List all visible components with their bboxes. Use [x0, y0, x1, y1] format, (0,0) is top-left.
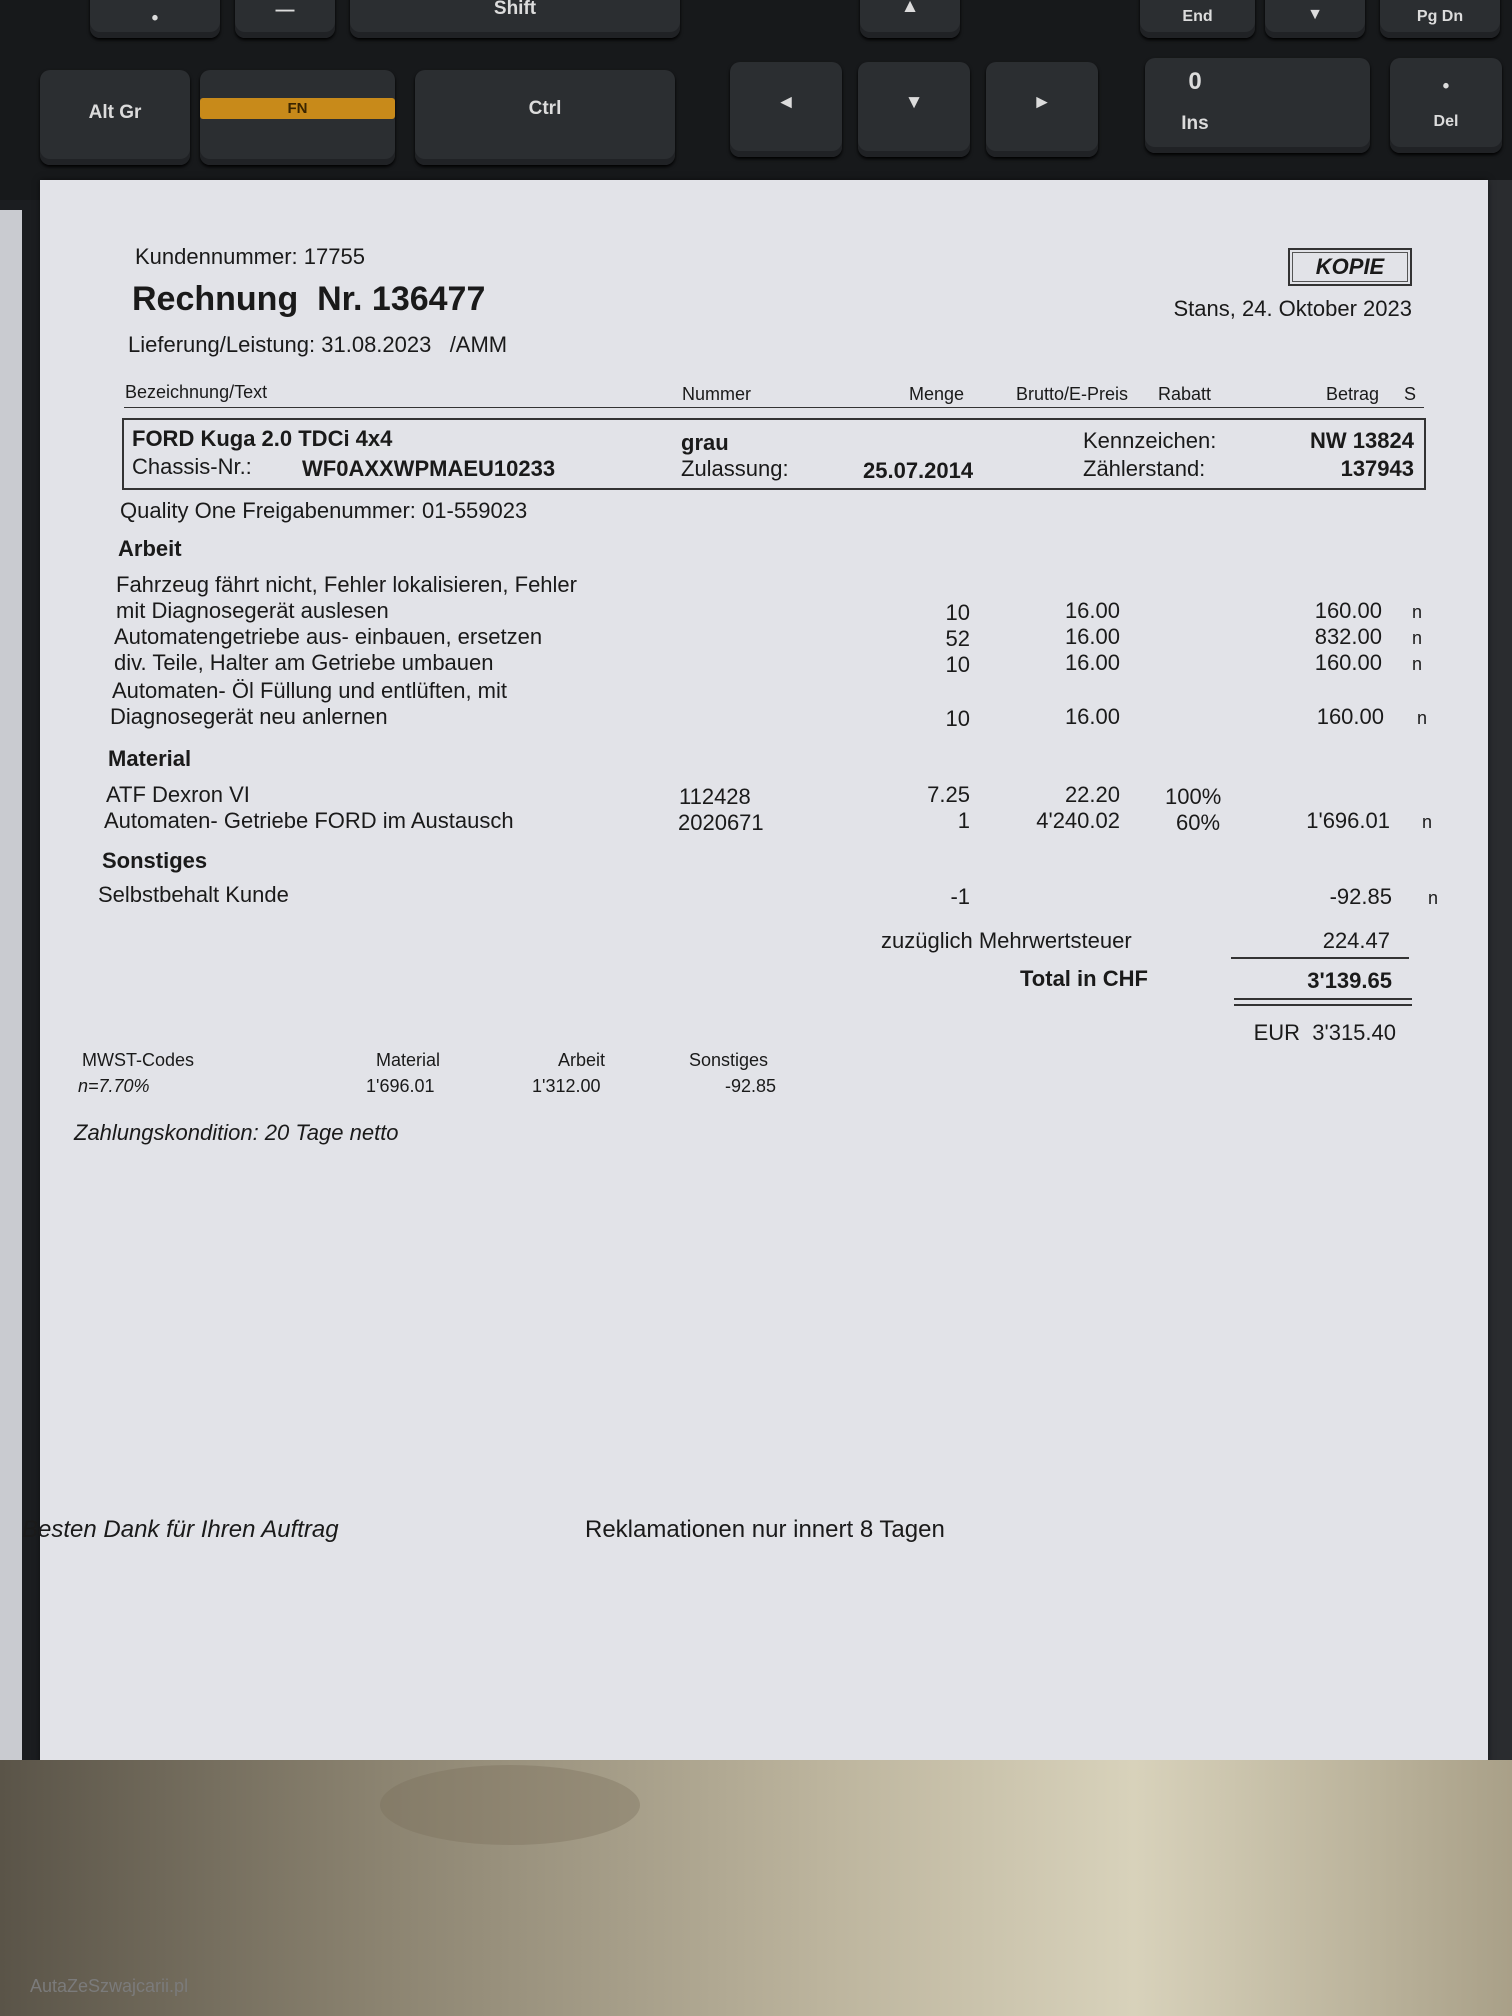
watermark: AutaZeSzwajcarii.pl: [30, 1976, 189, 1996]
vat-codes-header: MWST-Codes: [82, 1050, 195, 1070]
material-item-2-amount: 1'696.01: [1306, 808, 1390, 833]
other-item-1-text: Selbstbehalt Kunde: [98, 882, 289, 907]
vat-code-rate: n=7.70%: [78, 1076, 150, 1096]
labor-item-3-line1: div. Teile, Halter am Getriebe umbauen: [114, 650, 494, 675]
vat-other-value: -92.85: [725, 1076, 777, 1096]
labor-item-4-price: 16.00: [1064, 704, 1120, 729]
invoice-title: Rechnung Nr. 136477: [132, 280, 486, 318]
labor-item-1-price: 16.00: [1064, 598, 1120, 623]
vat-amount: 224.47: [1322, 928, 1390, 953]
section-material: Material: [108, 746, 192, 771]
col-discount: Rabatt: [1158, 384, 1212, 404]
key-period: •: [90, 0, 220, 38]
key-ctrl: Ctrl: [415, 70, 675, 165]
place-date: Stans, 24. Oktober 2023: [1173, 296, 1412, 321]
customer-number: Kundennummer: 17755: [135, 244, 365, 269]
labor-item-2-price: 16.00: [1064, 624, 1120, 649]
keyboard: [0, 0, 1512, 200]
chassis-value: WF0AXXWPMAEU10233: [302, 456, 556, 481]
odometer-label: Zählerstand:: [1083, 456, 1206, 481]
vat-underline: [1231, 957, 1409, 959]
labor-item-4-line1: Automaten- Öl Füllung und entlüften, mit: [112, 678, 507, 703]
vat-labor-value: 1'312.00: [532, 1076, 601, 1096]
col-price: Brutto/E-Preis: [1016, 384, 1129, 404]
labor-item-1-line2: mit Diagnosegerät auslesen: [116, 598, 389, 623]
key-shift: Shift: [350, 0, 680, 38]
key-arrow-down: ▼: [858, 62, 970, 157]
registration-value: 25.07.2014: [863, 458, 974, 483]
total-double-underline-2: [1234, 1004, 1412, 1006]
complaints-note: Reklamationen nur innert 8 Tagen: [585, 1516, 945, 1543]
vat-other-header: Sonstiges: [689, 1050, 769, 1070]
plate-value: NW 13824: [1310, 428, 1414, 453]
section-other: Sonstiges: [102, 848, 208, 873]
col-text: Bezeichnung/Text: [125, 382, 268, 402]
labor-item-3-price: 16.00: [1064, 650, 1120, 675]
desk-surface: [0, 1760, 1512, 2016]
key-arrow-left: ◄: [730, 62, 842, 157]
key-arrow-right: ►: [986, 62, 1098, 157]
total-double-underline-1: [1234, 998, 1412, 1000]
labor-item-4-s: n: [1417, 708, 1428, 728]
labor-item-4-qty: 10: [945, 706, 970, 731]
material-item-2-qty: 1: [957, 808, 970, 833]
labor-item-1-s: n: [1412, 602, 1423, 622]
material-item-2-s: n: [1422, 812, 1433, 832]
vehicle-model: FORD Kuga 2.0 TDCi 4x4: [132, 426, 393, 451]
material-item-1-qty: 7.25: [927, 782, 970, 807]
material-item-2-text: Automaten- Getriebe FORD im Austausch: [104, 808, 514, 833]
labor-item-3-amount: 160.00: [1314, 650, 1382, 675]
labor-item-1-amount: 160.00: [1314, 598, 1382, 623]
other-item-1-amount: -92.85: [1329, 884, 1392, 909]
eur-amount: EUR 3'315.40: [1253, 1020, 1396, 1045]
labor-item-2-amount: 832.00: [1314, 624, 1382, 649]
other-item-1-s: n: [1428, 888, 1439, 908]
total-label: Total in CHF: [1020, 966, 1148, 991]
material-item-1-number: 112428: [679, 784, 751, 809]
material-item-2-number: 2020671: [678, 810, 764, 835]
key-up-arrow: ▲: [860, 0, 960, 38]
chassis-label: Chassis-Nr.:: [132, 454, 252, 479]
header-divider: [124, 407, 1424, 408]
material-item-1-price: 22.20: [1064, 782, 1120, 807]
material-item-1-discount: 100%: [1165, 784, 1222, 809]
thanks-note: Besten Dank für Ihren Auftrag: [22, 1516, 339, 1543]
material-item-2-price: 4'240.02: [1036, 808, 1120, 833]
material-item-2-discount: 60%: [1176, 810, 1221, 835]
registration-label: Zulassung:: [681, 456, 789, 481]
copy-stamp: KOPIE: [1288, 248, 1412, 286]
vat-labor-header: Arbeit: [558, 1050, 606, 1070]
vat-material-value: 1'696.01: [366, 1076, 435, 1096]
col-amount: Betrag: [1326, 384, 1380, 404]
labor-item-2-s: n: [1412, 628, 1423, 648]
vat-label: zuzüglich Mehrwertsteuer: [881, 928, 1132, 953]
key-down-small: ▼: [1265, 0, 1365, 38]
vat-material-header: Material: [376, 1050, 441, 1070]
plate-label: Kennzeichen:: [1083, 428, 1217, 453]
payment-terms: Zahlungskondition: 20 Tage netto: [74, 1120, 399, 1145]
key-pgdn: Pg Dn: [1380, 0, 1500, 38]
key-altgr: Alt Gr: [40, 70, 190, 165]
vehicle-color: grau: [681, 430, 729, 455]
labor-item-3-qty: 10: [945, 652, 970, 677]
col-number: Nummer: [682, 384, 752, 404]
labor-item-4-amount: 160.00: [1316, 704, 1384, 729]
labor-item-1-qty: 10: [945, 600, 970, 625]
col-s: S: [1404, 384, 1417, 404]
delivery-date: Lieferung/Leistung: 31.08.2023 /AMM: [128, 332, 508, 357]
labor-item-2-line1: Automatengetriebe aus- einbauen, ersetzen: [114, 624, 543, 649]
adjacent-paper-edge: [0, 210, 22, 1770]
labor-item-2-qty: 52: [945, 626, 970, 651]
key-fn: [200, 70, 395, 165]
key-minus: —: [235, 0, 335, 38]
key-del: • Del: [1390, 58, 1502, 153]
labor-item-1-line1: Fahrzeug fährt nicht, Fehler lokalisieren, Fehler: [116, 572, 577, 597]
desk-stain: [380, 1765, 640, 1845]
col-quantity: Menge: [909, 384, 965, 404]
labor-item-3-s: n: [1412, 654, 1423, 674]
odometer-value: 137943: [1340, 456, 1414, 481]
quality-one-number: Quality One Freigabenummer: 01-559023: [120, 498, 528, 523]
total-amount: 3'139.65: [1307, 968, 1392, 993]
key-ins: 0 Ins: [1145, 58, 1370, 153]
fn-badge: FN: [200, 98, 395, 119]
invoice-paper: [22, 180, 1488, 1765]
labor-item-4-line2: Diagnosegerät neu anlernen: [110, 704, 388, 729]
other-item-1-qty: -1: [950, 884, 970, 909]
section-labor: Arbeit: [118, 536, 182, 561]
key-end: End: [1140, 0, 1255, 38]
material-item-1-text: ATF Dexron VI: [106, 782, 250, 807]
